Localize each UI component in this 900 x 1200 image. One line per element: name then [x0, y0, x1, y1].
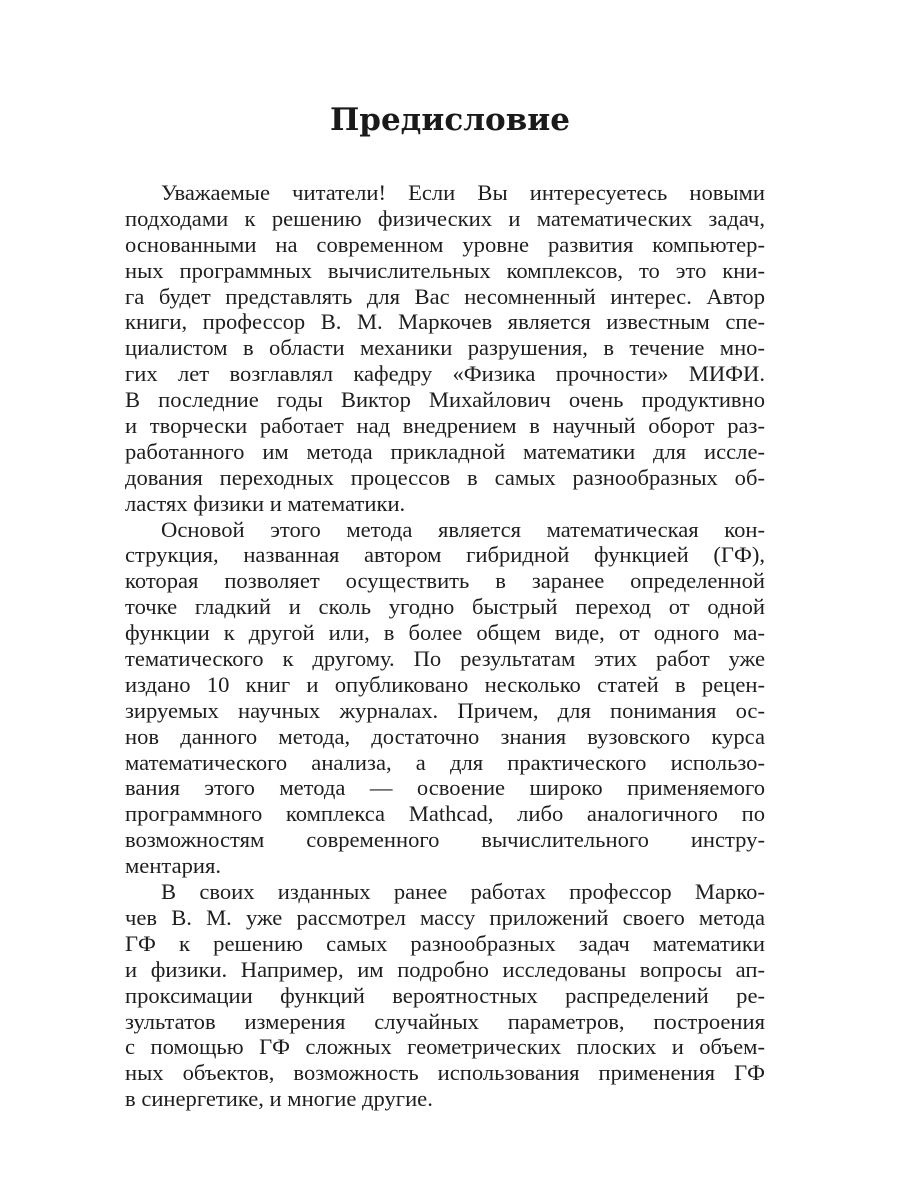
paragraph-3: [125, 879, 765, 1112]
paragraph-1: [125, 180, 765, 517]
text-line: основанными на современном уровне развития компьютер-: [125, 231, 765, 257]
text-line: проксимации функций вероятностных распределений ре-: [125, 982, 765, 1008]
body-text: [125, 180, 765, 1112]
text-line: работанного им метода прикладной математики для иссле-: [125, 438, 765, 464]
text-line: ластях физики и математики.: [125, 490, 406, 516]
text-line: ментария.: [125, 853, 222, 879]
text-line: математического анализа, а для практического использо-: [125, 749, 765, 775]
text-line: В последние годы Виктор Михайлович очень продуктивно: [125, 387, 765, 413]
text-line: гих лет возглавлял кафедру «Физика прочности» МИФИ.: [125, 361, 765, 387]
text-line: которая позволяет осуществить в заранее определенной: [125, 568, 765, 594]
text-line: и физики. Например, им подробно исследованы вопросы ап-: [125, 956, 765, 982]
text-line: зируемых научных журналах. Причем, для понимания ос-: [125, 697, 765, 723]
text-line: издано 10 книг и опубликовано несколько статей в рецен-: [125, 671, 765, 697]
text-line: ных программных вычислительных комплексов, то это кни-: [125, 257, 765, 283]
text-line: вания этого метода — освоение широко применяемого: [125, 775, 765, 801]
text-line: точке гладкий и сколь угодно быстрый переход от одной: [125, 594, 765, 620]
paragraph-2: [125, 517, 765, 879]
text-line: программного комплекса Mathcad, либо аналогичного по: [125, 801, 765, 827]
text-line: книги, профессор В. М. Маркочев является известным спе-: [125, 309, 765, 335]
text-line: нов данного метода, достаточно знания вузовского курса: [125, 723, 765, 749]
text-line: тематического к другому. По результатам этих работ уже: [125, 646, 765, 672]
text-line: струкция, названная автором гибридной функцией (ГФ),: [125, 542, 765, 568]
text-line: ных объектов, возможность использования применения ГФ: [125, 1060, 765, 1086]
text-line: циалистом в области механики разрушения, в течение мно-: [125, 335, 765, 361]
text-line: и творчески работает над внедрением в научный оборот раз-: [125, 413, 765, 439]
text-line: Уважаемые читатели! Если Вы интересуетесь новыми: [161, 180, 765, 205]
text-line: В своих изданных ранее работах профессор Марко-: [161, 879, 765, 905]
text-line: га будет представлять для Вас несомненный интерес. Автор: [125, 283, 765, 309]
text-line: дования переходных процессов в самых разнообразных об-: [125, 464, 765, 490]
text-line: Основой этого метода является математическая кон-: [161, 516, 765, 542]
text-line: ГФ к решению самых разнообразных задач математики: [125, 930, 765, 956]
text-line: подходами к решению физических и математических задач,: [125, 205, 765, 231]
text-line: с помощью ГФ сложных геометрических плоских и объем-: [125, 1034, 765, 1060]
text-line: чев В. М. уже рассмотрел массу приложений своего метода: [125, 904, 765, 930]
text-line: зультатов измерения случайных параметров, построения: [125, 1008, 765, 1034]
text-line: функции к другой или, в более общем виде, от одного ма-: [125, 620, 765, 646]
page-title: Предисловие: [330, 102, 570, 138]
text-line: возможностям современного вычислительного инстру-: [125, 827, 765, 853]
text-line: в синергетике, и многие другие.: [125, 1086, 433, 1112]
